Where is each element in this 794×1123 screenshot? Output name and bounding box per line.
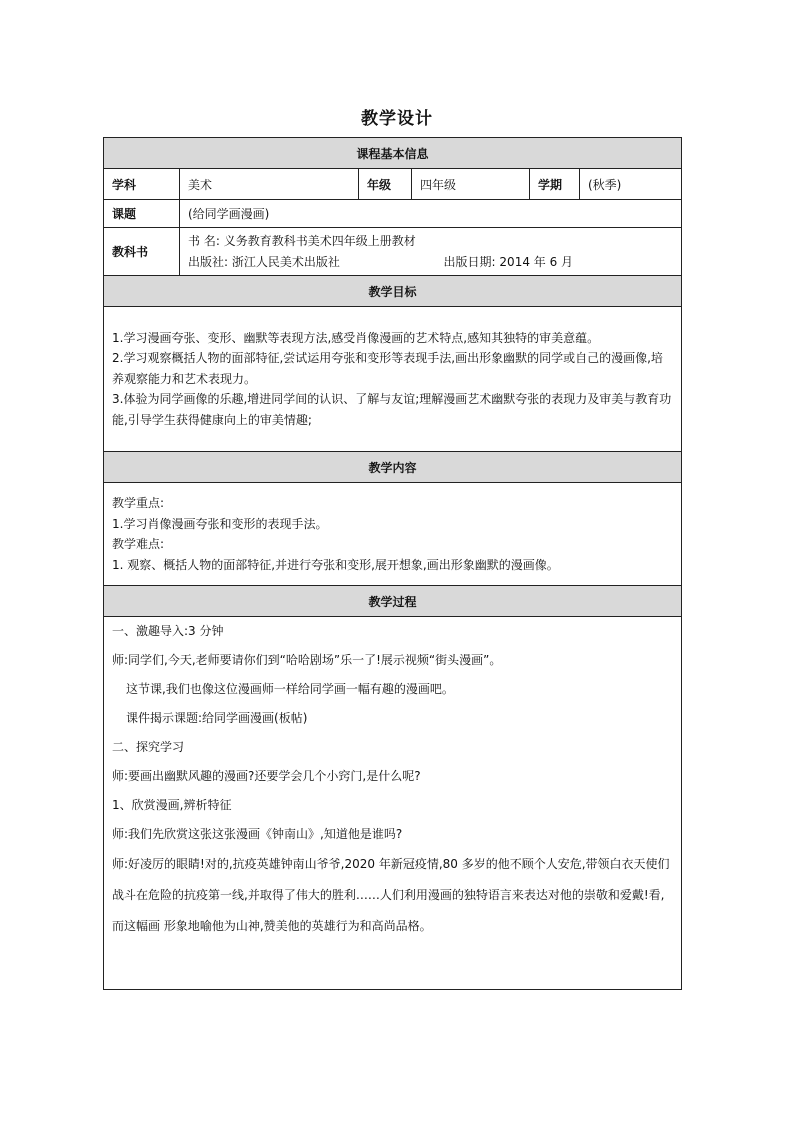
publisher-label: 出版社: bbox=[188, 254, 229, 269]
lesson-plan-table bbox=[103, 137, 682, 990]
section-content: 教学内容 bbox=[104, 452, 682, 483]
process-line: 师:我们先欣赏这张这张漫画《钟南山》,知道他是谁吗? bbox=[112, 827, 403, 841]
section-goals: 教学目标 bbox=[104, 276, 682, 307]
term-label: 学期 bbox=[530, 169, 580, 200]
difficulty-label: 教学难点: bbox=[112, 537, 165, 551]
subject-label: 学科 bbox=[104, 169, 180, 200]
textbook-info bbox=[180, 228, 682, 276]
document-title: 教学设计 bbox=[361, 109, 433, 129]
goal-item: 3.体验为同学画像的乐趣,增进同学间的认识、了解与友谊;理解漫画艺术幽默夸张的表现力及审美与教育功能,引导学生获得健康向上的审美情趣; bbox=[112, 392, 672, 427]
section-process: 教学过程 bbox=[104, 586, 682, 617]
goal-item: 1.学习漫画夸张、变形、幽默等表现方法,感受肖像漫画的艺术特点,感知其独特的审美意蕴。 bbox=[112, 330, 600, 345]
textbook-label: 教科书 bbox=[104, 228, 180, 276]
process-line: 二、探究学习 bbox=[112, 740, 185, 754]
process-line: 师:要画出幽默风趣的漫画?还要学会几个小窍门,是什么呢? bbox=[112, 769, 421, 783]
book-name-label: 书 名: bbox=[188, 234, 220, 248]
publisher-value: 浙江人民美术出版社 bbox=[231, 254, 340, 269]
process-line: 一、激趣导入:3 分钟 bbox=[112, 624, 224, 638]
topic-label: 课题 bbox=[104, 200, 180, 228]
process-line: 1、欣赏漫画,辨析特征 bbox=[112, 798, 232, 812]
process-body bbox=[104, 617, 682, 990]
grade-label: 年级 bbox=[359, 169, 412, 200]
pubdate-label: 出版日期: bbox=[443, 254, 496, 269]
process-line: 师:好凌厉的眼睛!对的,抗疫英雄钟南山爷爷,2020 年新冠疫情,80 多岁的他不顾个人安危,带领白衣天使们战斗在危险的抗疫第一线,并取得了伟大的胜利……人们利用漫画的独特语言来表达对他的崇敬和爱戴!看,而这幅画 形象地喻他为山神,赞美他的英雄行为和高尚品格。 bbox=[112, 857, 670, 933]
key-point-item: 1.学习肖像漫画夸张和变形的表现手法。 bbox=[112, 516, 328, 531]
grade-value: 四年级 bbox=[412, 169, 530, 200]
goal-item: 2.学习观察概括人物的面部特征,尝试运用夸张和变形等表现手法,画出形象幽默的同学或自己的漫画像,培养观察能力和艺术表现力。 bbox=[112, 351, 663, 386]
difficulty-item: 1. 观察、概括人物的面部特征,并进行夸张和变形,展开想象,画出形象幽默的漫画像。 bbox=[112, 557, 559, 572]
section-basic-info: 课程基本信息 bbox=[104, 138, 682, 169]
subject-value: 美术 bbox=[180, 169, 359, 200]
content-body bbox=[104, 483, 682, 586]
pubdate-value: 2014 年 6 月 bbox=[499, 254, 574, 269]
book-name-value: 义务教育教科书美术四年级上册教材 bbox=[223, 234, 416, 248]
term-value: (秋季) bbox=[580, 169, 682, 200]
process-line: 课件揭示课题:给同学画漫画(板帖) bbox=[126, 711, 308, 725]
key-points-label: 教学重点: bbox=[112, 496, 165, 510]
goals-list bbox=[104, 307, 682, 452]
process-line: 这节课,我们也像这位漫画师一样给同学画一幅有趣的漫画吧。 bbox=[126, 682, 454, 696]
process-line: 师:同学们,今天,老师要请你们到“哈哈剧场”乐一了!展示视频“街头漫画”。 bbox=[112, 653, 502, 667]
topic-value: (给同学画漫画) bbox=[180, 200, 682, 228]
